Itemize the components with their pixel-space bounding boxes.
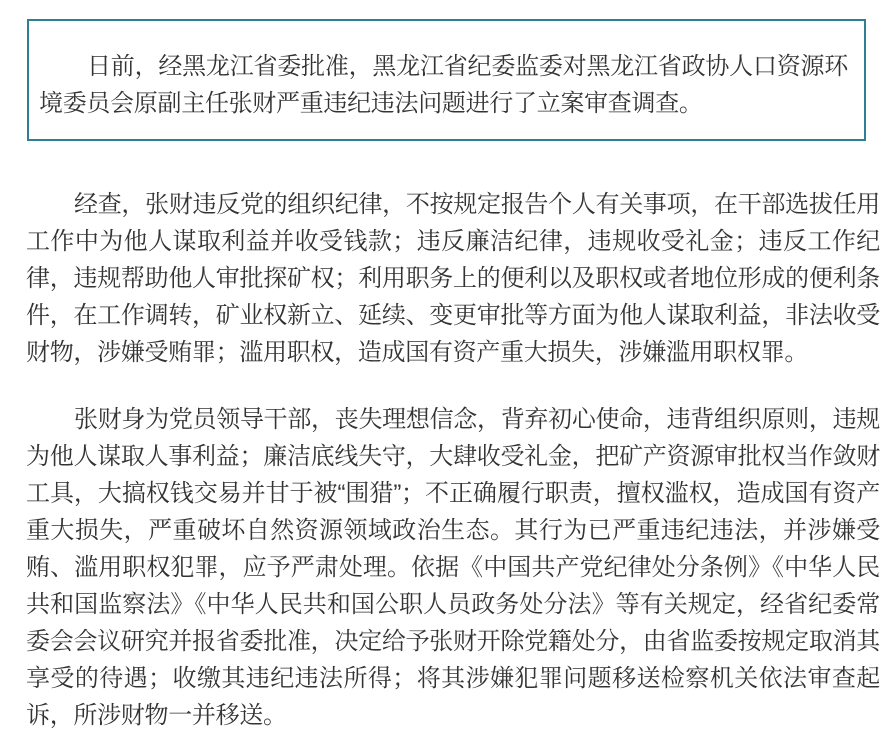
paragraph-findings: 经查，张财违反党的组织纪律，不按规定报告个人有关事项，在干部选拔任用工作中为他人谋取利益并收受钱款；违反廉洁纪律，违规收受礼金；违反工作纪律，违规帮助他人审批探矿权；利用职务上的便利以及职权或者地位形成的便利条件，在工作调转，矿业权新立、延续、变更审批等方面为他人谋取利益，非法收受财物，涉嫌受贿罪；滥用职权，造成国有资产重大损失，涉嫌滥用职权罪。 <box>26 191 880 366</box>
paragraph-decision: 张财身为党员领导干部，丧失理想信念，背弃初心使命，违背组织原则，违规为他人谋取人事利益；廉洁底线失守，大肆收受礼金，把矿产资源审批权当作敛财工具，大搞权钱交易并甘于被“围猎”；不正确履行职责，擅权滥权，造成国有资产重大损失，严重破坏自然资源领域政治生态。其行为已严重违纪违法，并涉嫌受贿、滥用职权犯罪，应予严肃处理。依据《中国共产党纪律处分条例》《中华人民共和国监察法》《中华人民共和国公职人员政务处分法》等有关规定，经省纪委常委会会议研究并报省委批准，决定给予张财开除党籍处分，由省监委按规定取消其享受的待遇；收缴其违纪违法所得；将其涉嫌犯罪问题移送检察机关依法审查起诉，所涉财物一并移送。 <box>26 406 880 729</box>
summary-box <box>27 19 866 141</box>
article-body <box>26 186 880 734</box>
summary-paragraph: 日前，经黑龙江省委批准，黑龙江省纪委监委对黑龙江省政协人口资源环境委员会原副主任张财严重违纪违法问题进行了立案审查调查。 <box>39 53 848 117</box>
